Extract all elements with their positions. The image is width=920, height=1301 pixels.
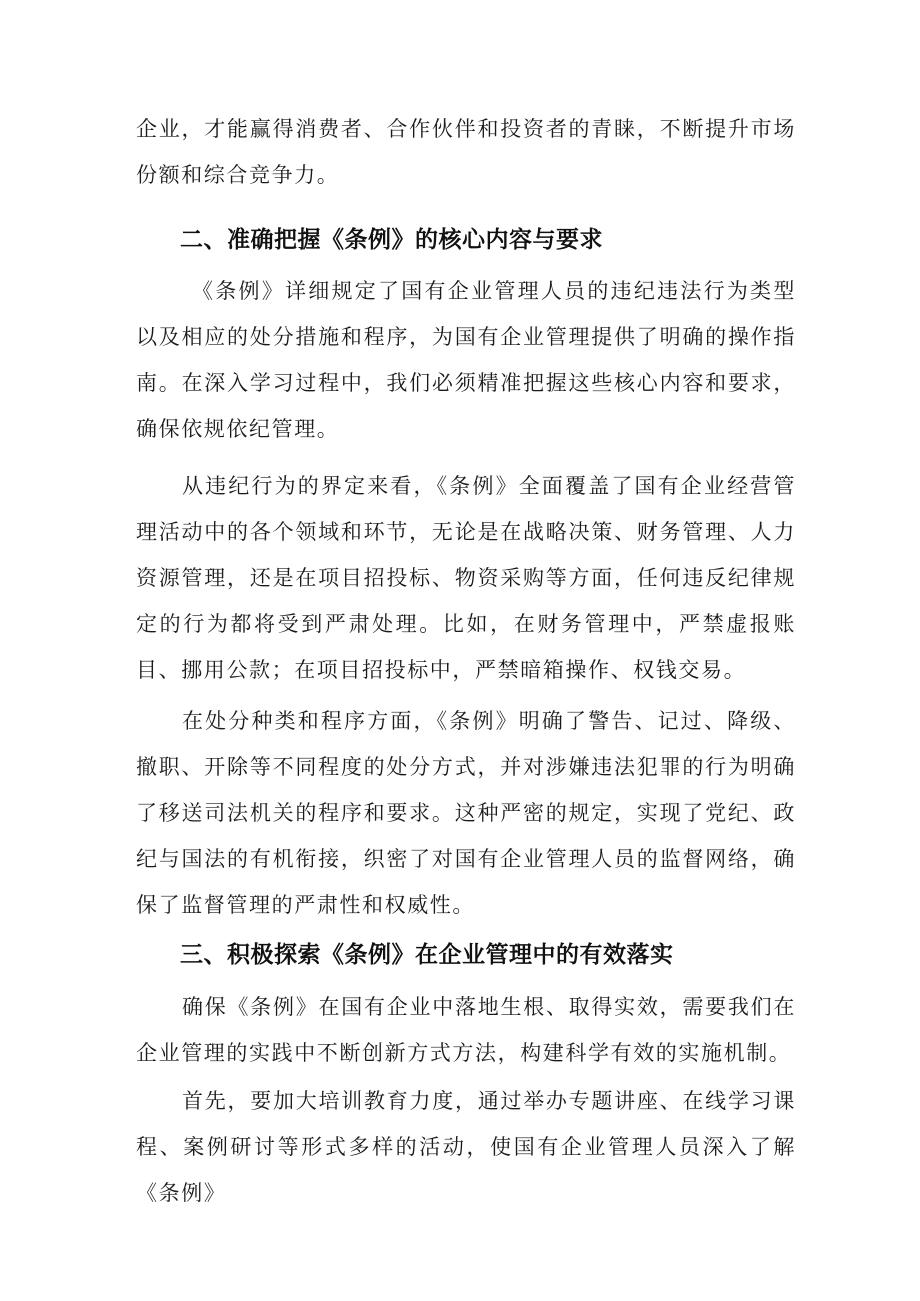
paragraph-core-content: 《条例》详细规定了国有企业管理人员的违纪违法行为类型以及相应的处分措施和程序，为国有企业管理提供了明确的操作指南。在深入学习过程中，我们必须精准把握这些核心内容和要求，确保依规依纪管理。 [136,279,796,441]
paragraph-implementation: 确保《条例》在国有企业中落地生根、取得实效，需要我们在企业管理的实践中不断创新方式方法，构建科学有效的实施机制。 [136,995,796,1065]
paragraph-continuation: 企业，才能赢得消费者、合作伙伴和投资者的青睐，不断提升市场份额和综合竞争力。 [136,117,796,187]
section-heading-2: 二、准确把握《条例》的核心内容与要求 [180,227,603,253]
paragraph-training: 首先，要加大培训教育力度，通过举办专题讲座、在线学习课程、案例研讨等形式多样的活动，使国有企业管理人员深入了解《条例》 [136,1089,796,1205]
paragraph-disciplinary-types: 在处分种类和程序方面，《条例》明确了警告、记过、降级、撤职、开除等不同程度的处分方式，并对涉嫌违法犯罪的行为明确了移送司法机关的程序和要求。这种严密的规定，实现了党纪、政纪与国法的有机衔接，织密了对国有企业管理人员的监督网络，确保了监督管理的严肃性和权威性。 [136,709,796,917]
section-heading-3: 三、积极探索《条例》在企业管理中的有效落实 [180,942,674,968]
paragraph-violation-definition: 从违纪行为的界定来看，《条例》全面覆盖了国有企业经营管理活动中的各个领域和环节，无论是在战略决策、财务管理、人力资源管理，还是在项目招投标、物资采购等方面，任何违反纪律规定的行为都将受到严肃处理。比如，在财务管理中，严禁虚报账目、挪用公款；在项目招投标中，严禁暗箱操作、权钱交易。 [136,474,796,682]
